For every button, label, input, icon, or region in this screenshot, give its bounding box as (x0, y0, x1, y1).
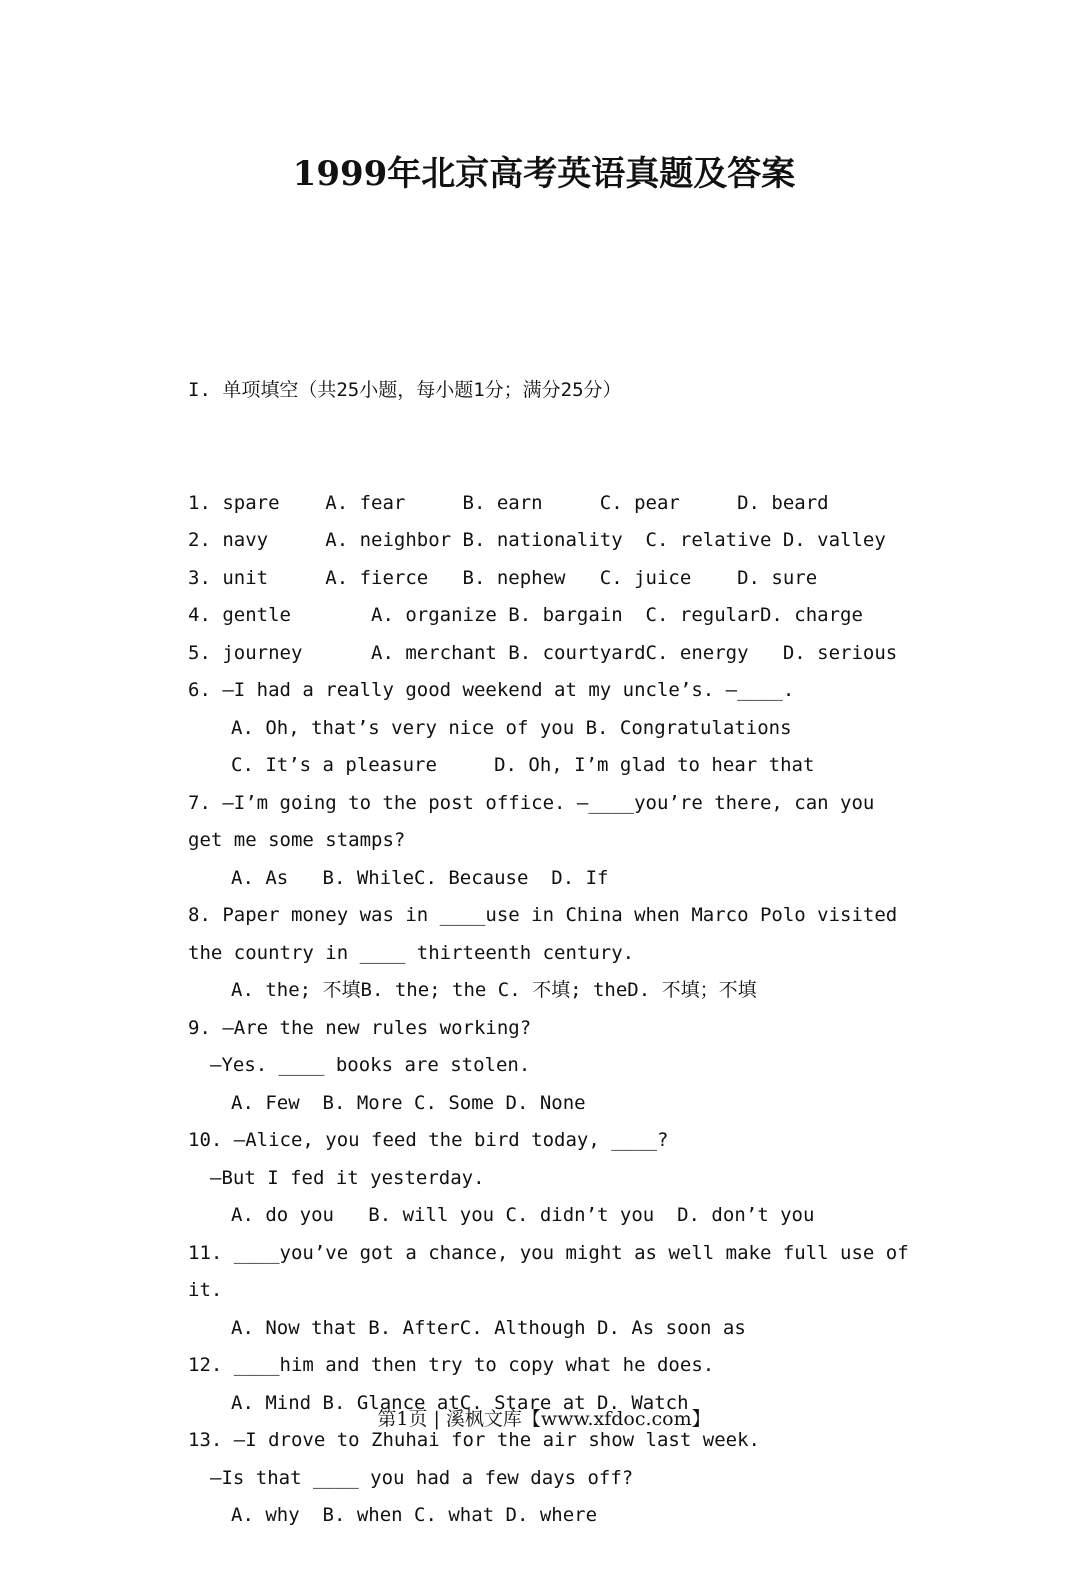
question-line: A. As B. WhileC. Because D. If (231, 866, 609, 889)
question-line: the country in ____ thirteenth century. (188, 941, 635, 964)
question-line: 6. —I had a really good weekend at my uncle’s. —____. (188, 679, 795, 701)
question-line: 3. unit A. fierce B. nephew C. juice D. sure (188, 566, 818, 589)
page-footer: 第1页 | 溪枫文库【www.xfdoc.com】 (377, 1408, 711, 1430)
question-line: 7. —I’m going to the post office. —____you’re there, can you (188, 791, 875, 814)
question-line: 8. Paper money was in ____use in China when Marco Polo visited (188, 904, 898, 926)
question-line: it. (188, 1279, 223, 1301)
question-line: A. the; 不填B. the; the C. 不填; theD. 不填；不填 (231, 979, 757, 1001)
question-line: 2. navy A. neighbor B. nationality C. relative D. valley (188, 529, 886, 551)
page-title: 1999年北京高考英语真题及答案 (292, 154, 796, 194)
question-line: get me some stamps? (188, 829, 406, 851)
question-line: —Yes. ____ books are stolen. (210, 1054, 531, 1076)
question-line: 5. journey A. merchant B. courtyardC. energy D. serious (188, 641, 898, 664)
question-line: A. Few B. More C. Some D. None (231, 1091, 586, 1114)
section-header: I. 单项填空（共25小题，每小题1分；满分25分） (188, 379, 622, 401)
question-line: A. Oh, that’s very nice of you B. Congratulations (231, 716, 792, 739)
question-line: —Is that ____ you had a few days off? (210, 1466, 634, 1489)
question-line: A. why B. when C. what D. where (231, 1504, 598, 1526)
exam-content (188, 297, 908, 1572)
question-list (188, 485, 908, 1535)
question-line: A. Mind B. Glance atC. Stare at D. Watch (231, 1391, 689, 1414)
question-line: 11. ____you’ve got a chance, you might as well make full use of (188, 1241, 909, 1264)
question-line: A. Now that B. AfterC. Although D. As soon as (231, 1316, 746, 1339)
question-line: 10. —Alice, you feed the bird today, ____? (188, 1129, 669, 1151)
question-line: 12. ____him and then try to copy what he does. (188, 1354, 715, 1376)
question-line: 1. spare A. fear B. earn C. pear D. beard (188, 491, 829, 514)
question-line: A. do you B. will you C. didn’t you D. don’t you (231, 1204, 815, 1226)
question-line: 4. gentle A. organize B. bargain C. regularD. charge (188, 604, 863, 626)
question-line: 9. —Are the new rules working? (188, 1016, 532, 1039)
question-line: C. It’s a pleasure D. Oh, I’m glad to hear that (231, 754, 815, 776)
question-line: 13. —I drove to Zhuhai for the air show last week. (188, 1429, 760, 1451)
question-line: —But I fed it yesterday. (210, 1166, 485, 1189)
